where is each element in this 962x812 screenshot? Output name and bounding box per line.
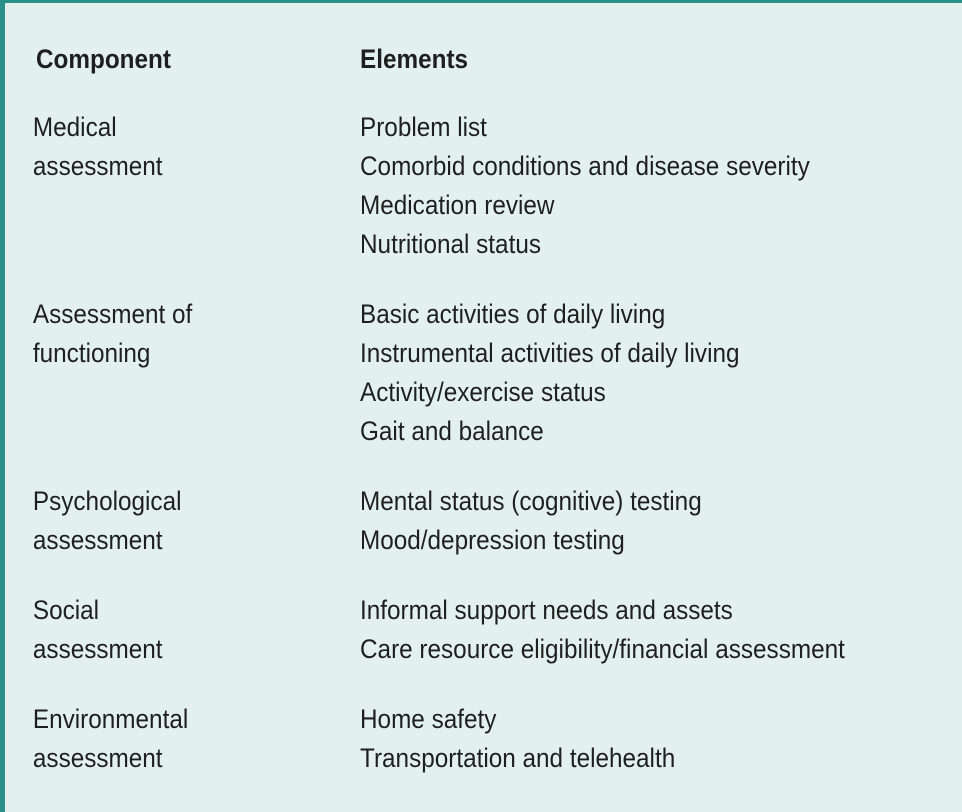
table-row xyxy=(5,700,962,778)
element-item: Care resource eligibility/financial assessment xyxy=(360,634,845,664)
table-row xyxy=(5,591,962,669)
elements-cell xyxy=(360,591,962,669)
component-cell: Environmental assessment xyxy=(32,704,189,773)
element-item: Mood/depression testing xyxy=(360,525,625,555)
table-row xyxy=(5,108,962,264)
table-row xyxy=(5,295,962,451)
component-cell: Medical assessment xyxy=(32,112,163,181)
element-item: Comorbid conditions and disease severity xyxy=(360,151,810,181)
element-item: Problem list xyxy=(360,112,487,142)
element-item: Informal support needs and assets xyxy=(360,595,733,625)
elements-cell xyxy=(360,295,962,451)
element-item: Instrumental activities of daily living xyxy=(360,338,740,368)
element-item: Mental status (cognitive) testing xyxy=(360,486,702,516)
component-cell: Assessment of functioning xyxy=(32,299,193,368)
elements-cell xyxy=(360,108,962,264)
element-item: Medication review xyxy=(360,190,555,220)
header-elements: Elements xyxy=(360,44,469,74)
header-component: Component xyxy=(36,44,171,74)
component-cell: Psychological assessment xyxy=(32,486,182,555)
elements-cell xyxy=(360,482,962,560)
element-item: Gait and balance xyxy=(360,416,544,446)
element-item: Home safety xyxy=(360,704,497,734)
table-body xyxy=(5,108,962,778)
table-row xyxy=(5,482,962,560)
element-item: Activity/exercise status xyxy=(360,377,606,407)
elements-cell xyxy=(360,700,962,778)
element-item: Nutritional status xyxy=(360,229,541,259)
element-item: Transportation and telehealth xyxy=(360,743,676,773)
element-item: Basic activities of daily living xyxy=(360,299,666,329)
component-cell: Social assessment xyxy=(32,595,163,664)
